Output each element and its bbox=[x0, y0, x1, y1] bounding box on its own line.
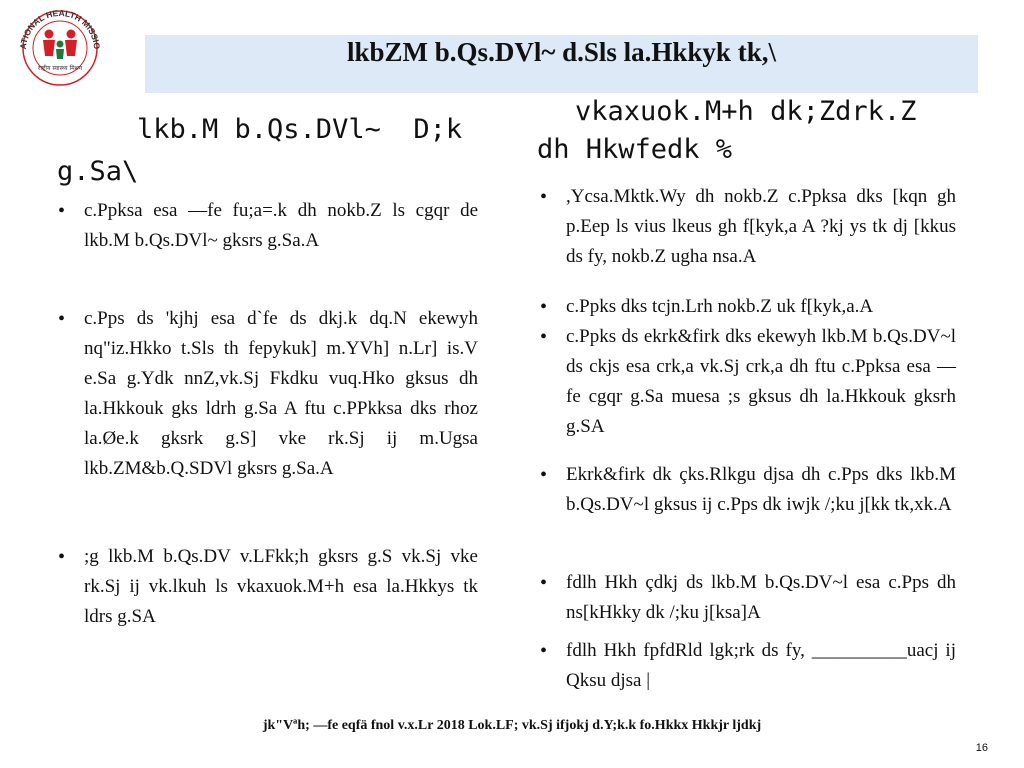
bullet-icon: • bbox=[540, 186, 548, 208]
nhm-logo bbox=[14, 6, 106, 92]
right-bullet-item bbox=[540, 182, 956, 272]
right-heading-line2: dh Hkwfedk % bbox=[537, 134, 733, 165]
right-bullet-item bbox=[540, 460, 956, 520]
right-bullet-item bbox=[540, 292, 956, 322]
logo-arc-text: ATIONAL HEALTH MISSIO bbox=[17, 7, 103, 50]
bullet-icon: • bbox=[540, 464, 548, 486]
left-bullet-item bbox=[58, 542, 478, 632]
right-bullet-item bbox=[540, 636, 956, 696]
right-bullet-text: fdlh Hkh fpfdRld lgk;rk ds fy, __________uacj ij Qksu djsa | bbox=[566, 640, 956, 691]
bullet-icon: • bbox=[540, 296, 548, 318]
logo-tagline: राष्ट्रीय स्वास्थ्य मिशन bbox=[37, 65, 83, 72]
right-bullet-text: Ekrk&firk dk çks.Rlkgu djsa dh c.Pps dks lkb.M b.Qs.DV~l gksus ij c.Pps dk iwjk /;ku j[kk tk,xk.A bbox=[566, 464, 956, 515]
right-bullet-text: c.Ppks ds ekrk&firk dks ekewyh lkb.M b.Qs.DV~l ds ckjs esa crk,a vk.Sj crk,a dh ftu c.Ppksa esa —fe cgqr g.Sa muesa ;s gksus dh la.Hkkouk gksrh g.SA bbox=[566, 326, 956, 437]
bullet-icon: • bbox=[540, 640, 548, 662]
right-bullet-text: c.Ppks dks tcjn.Lrh nokb.Z uk f[kyk,a.A bbox=[566, 296, 874, 317]
right-heading-line1: vkaxuok.M+h dk;Zdrk.Z bbox=[575, 96, 917, 127]
page-title: lkbZM b.Qs.DVl~ d.Sls la.Hkkyk tk,\ bbox=[347, 37, 776, 67]
left-bullet-text: c.Ppksa esa —fe fu;a=.k dh nokb.Z ls cgqr de lkb.M b.Qs.DVl~ gksrs g.Sa.A bbox=[84, 200, 478, 251]
page-number: 16 bbox=[975, 742, 988, 754]
bullet-icon: • bbox=[58, 200, 66, 222]
left-heading-line2: g.Sa\ bbox=[57, 156, 139, 187]
right-bullet-text: fdlh Hkh çdkj ds lkb.M b.Qs.DV~l esa c.Pps dh ns[kHkky dk /;ku j[ksa]A bbox=[566, 572, 956, 623]
bullet-icon: • bbox=[540, 326, 548, 348]
left-bullet-item bbox=[58, 196, 478, 256]
right-bullet-item bbox=[540, 322, 956, 442]
left-bullet-item bbox=[58, 304, 478, 484]
left-heading-line1: lkb.M b.Qs.DVl~ D;k bbox=[137, 114, 463, 145]
nhm-logo-graphic bbox=[14, 6, 106, 92]
right-bullet-text: ,Ycsa.Mktk.Wy dh nokb.Z c.Ppksa dks [kqn gh p.Eep ls vius lkeus gh f[kyk,a A ?kj ys tk dj [kkus ds fy, nokb.Z ugha nsa.A bbox=[566, 186, 956, 267]
left-bullet-text: c.Pps ds 'kjhj esa d`fe ds dkj.k dq.N ekewyh nq"iz.Hkko t.Sls th fepykuk] m.YVh] n.Lr] is.V e.Sa g.Ydk nnZ,vk.Sj Fkdku vuq.Hko gksus dh la.Hkkouk gks ldrh g.Sa A ftu c.PPkksa dks rhoz la.Øe.k gksrk g.S] vke rk.Sj ij m.Ugsa lkb.ZM&b.Q.SDVl gksrs g.Sa.A bbox=[84, 308, 478, 479]
footer-text: jk"Vªh; —fe eqfä fnol v.x.Lr 2018 Lok.LF; vk.Sj ifjokj d.Y;k.k fo.Hkkx Hkkjr ljdkj bbox=[262, 718, 762, 733]
right-bullet-item bbox=[540, 568, 956, 628]
left-bullet-text: ;g lkb.M b.Qs.DV v.LFkk;h gksrs g.S vk.Sj vke rk.Sj ij vk.lkuh ls vkaxuok.M+h esa la.Hkkys tk ldrs g.SA bbox=[84, 546, 478, 627]
bullet-icon: • bbox=[540, 572, 548, 594]
bullet-icon: • bbox=[58, 546, 66, 568]
bullet-icon: • bbox=[58, 308, 66, 330]
title-band bbox=[145, 35, 978, 93]
